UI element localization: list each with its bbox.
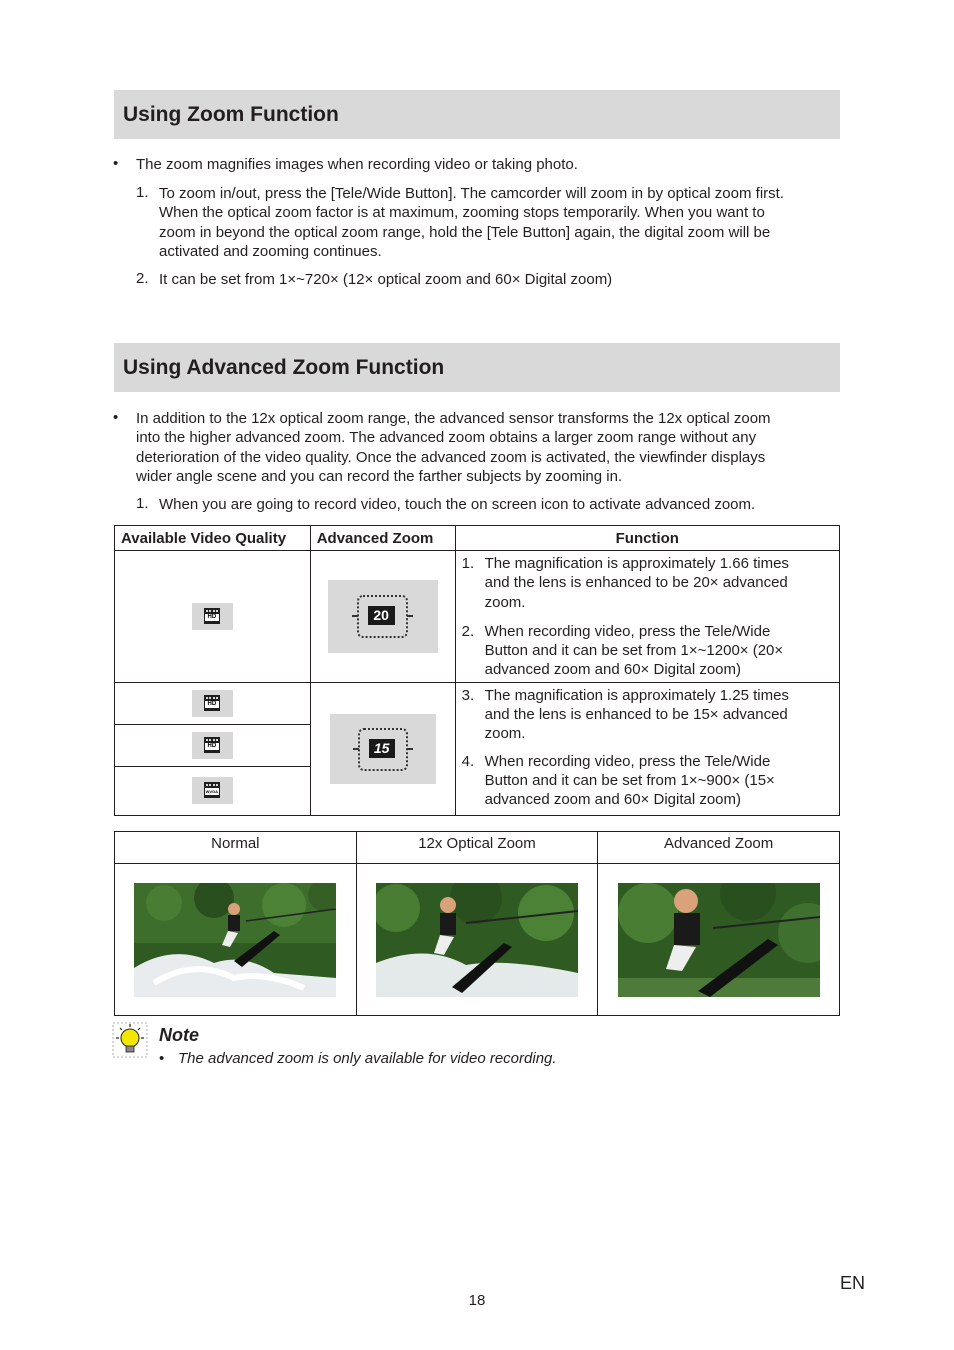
function-item: 1. The magnification is approximately 1.66 times and the lens is enhanced to be 20× advanced zoom. xyxy=(461,555,789,611)
function-item: 3. The magnification is approximately 1.25 times and the lens is enhanced to be 15× advanced zoom. xyxy=(461,686,789,743)
quality-cell xyxy=(115,682,311,724)
page-number: 18 xyxy=(468,1292,486,1309)
quality-cell xyxy=(115,551,311,683)
lightbulb-icon xyxy=(112,1022,148,1058)
advanced-zoom-step-1: When you are going to record video, touch the on screen icon to activate advanced zoom. xyxy=(159,496,756,513)
list-number: 1. xyxy=(136,184,149,201)
list-number: 2. xyxy=(136,270,149,287)
list-number: 1. xyxy=(136,495,149,512)
bullet: • xyxy=(159,1050,165,1067)
photo-cell xyxy=(115,864,357,1016)
section-title: Using Advanced Zoom Function xyxy=(123,356,445,379)
zoom-comparison-table xyxy=(114,831,840,1016)
column-header: Normal xyxy=(115,832,357,864)
section-title: Using Zoom Function xyxy=(123,103,339,126)
table-row xyxy=(115,682,840,724)
bullet: • xyxy=(113,409,119,426)
advanced-zoom-15x-icon: 15 xyxy=(330,714,436,784)
column-header: 12x Optical Zoom xyxy=(356,832,598,864)
note-title: Note xyxy=(159,1025,199,1045)
optical-zoom-photo xyxy=(376,883,578,997)
advanced-zoom-photo xyxy=(618,883,820,997)
advanced-zoom-cell xyxy=(310,551,455,683)
advanced-zoom-table xyxy=(114,525,840,816)
normal-photo xyxy=(134,883,336,997)
function-item: 2. When recording video, press the Tele/Wide Button and it can be set from 1×~1200× (20× advanced zoom and 60× Digital zoom) xyxy=(461,622,784,679)
zoom-step-1: To zoom in/out, press the [Tele/Wide Button]. The camcorder will zoom in by optical zoom first. When the optical zoom factor is at maximum, zooming stops temporarily. When you want to zoom in beyond the optical zoom range, hold the [Tele Button] again, the digital zoom will be activated and zooming continues. xyxy=(159,185,784,260)
table-header-row xyxy=(115,832,840,864)
zoom-step-2: It can be set from 1×~720× (12× optical zoom and 60× Digital zoom) xyxy=(159,271,613,288)
photo-cell xyxy=(356,864,598,1016)
hd-video-quality-icon: HD xyxy=(192,732,233,759)
function-cell xyxy=(455,682,839,815)
section-header-zoom xyxy=(114,90,840,139)
column-header: Advanced Zoom xyxy=(310,526,455,551)
note-text: The advanced zoom is only available for video recording. xyxy=(178,1050,557,1067)
column-header: Function xyxy=(455,526,839,551)
advanced-zoom-cell xyxy=(310,682,455,815)
table-row xyxy=(115,864,840,1016)
table-row xyxy=(115,551,840,683)
zoom-intro: The zoom magnifies images when recording video or taking photo. xyxy=(136,156,578,173)
language-label: EN xyxy=(840,1273,866,1293)
column-header: Available Video Quality xyxy=(115,526,311,551)
function-cell xyxy=(455,551,839,683)
wvga-video-quality-icon: WVGA xyxy=(192,777,233,804)
hd-video-quality-icon: HD xyxy=(192,603,233,630)
function-item: 4. When recording video, press the Tele/Wide Button and it can be set from 1×~900× (15× advanced zoom and 60× Digital zoom) xyxy=(461,752,775,809)
advanced-zoom-20x-icon: 20 xyxy=(328,580,438,653)
advanced-zoom-intro: In addition to the 12x optical zoom range, the advanced sensor transforms the 12x optical zoom into the higher advanced zoom. The advanced zoom obtains a larger zoom range without any deterioration of the video quality. Once the advanced zoom is activated, the viewfinder displays wider angle scene and you can record the farther subjects by zooming in. xyxy=(136,410,771,485)
section-header-advanced-zoom xyxy=(114,343,840,392)
quality-cell xyxy=(115,766,311,815)
hd-video-quality-icon: HD xyxy=(192,690,233,717)
table-header-row xyxy=(115,526,840,551)
quality-cell xyxy=(115,724,311,766)
bullet: • xyxy=(113,155,119,172)
column-header: Advanced Zoom xyxy=(598,832,840,864)
photo-cell xyxy=(598,864,840,1016)
